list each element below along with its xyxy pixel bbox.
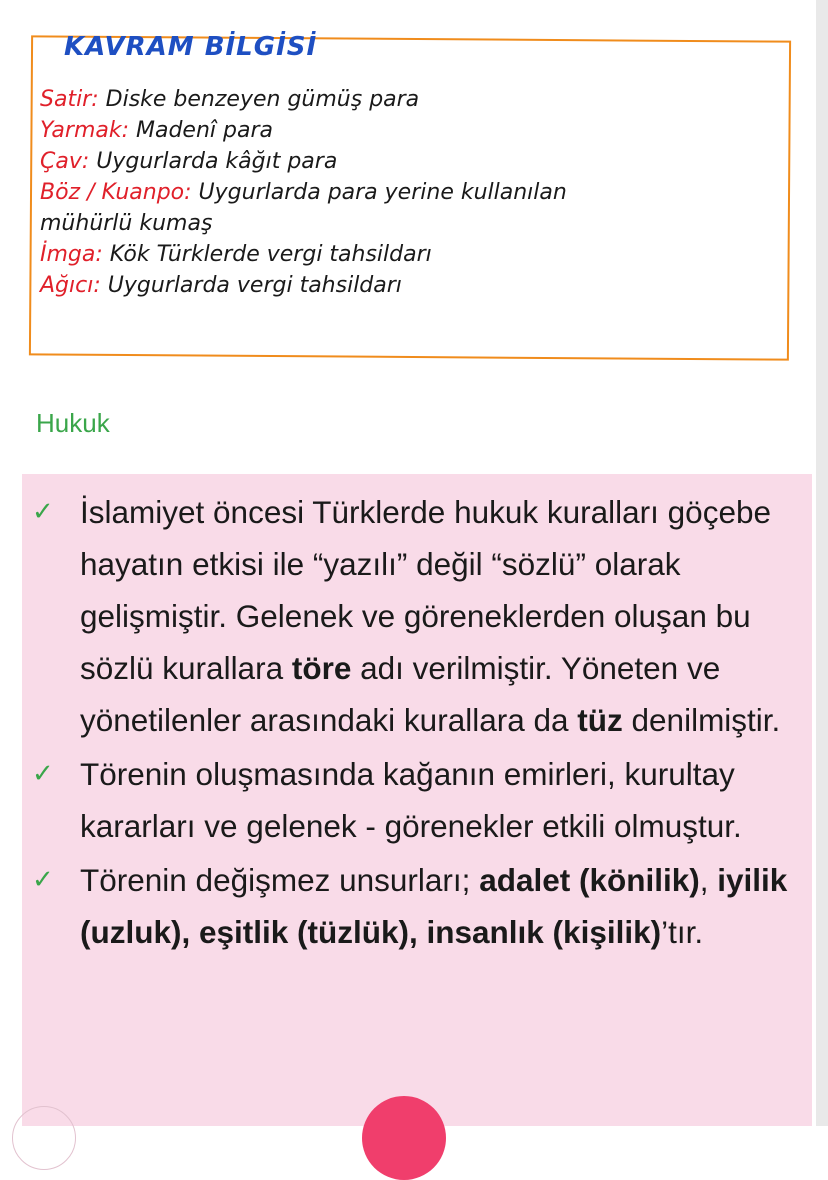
- definition-item: [40, 177, 770, 208]
- bullet-text: Törenin oluşmasında kağanın emirleri, kurultay kararları ve gelenek - görenekler etkili olmuştur.: [80, 756, 742, 844]
- definition-text: Madenî para: [129, 118, 273, 143]
- definition-term: Yarmak:: [40, 118, 130, 143]
- definition-item: [40, 270, 770, 301]
- bullet-text: Törenin değişmez unsurları;: [80, 862, 480, 898]
- bold-term: iyilik (uzluk), eşitlik (tüzlük), insanlık (kişilik): [80, 862, 788, 950]
- back-button[interactable]: [12, 1106, 76, 1170]
- bullet-item: [22, 748, 812, 852]
- bullet-item: [22, 854, 812, 958]
- definition-term: Satir:: [40, 87, 99, 112]
- definition-item: [40, 115, 770, 146]
- bullet-text: İslamiyet öncesi Türklerde hukuk kuralları göçebe hayatın etkisi ile “yazılı” değil “sözlü” olarak gelişmiştir. Gelenek ve göreneklerden oluşan bu sözlü kurallara: [80, 494, 772, 686]
- definition-text: mühürlü kumaş: [40, 211, 213, 236]
- bold-term: tüz: [577, 702, 623, 738]
- definition-term: Böz / Kuanpo:: [40, 180, 192, 205]
- bullet-text: ’tır.: [661, 914, 704, 950]
- bullet-list: [22, 486, 812, 960]
- definition-text: Kök Türklerde vergi tahsildarı: [102, 242, 432, 267]
- definition-term: İmga:: [40, 242, 103, 267]
- definition-item: [40, 146, 770, 177]
- bold-term: töre: [291, 650, 352, 686]
- bullet-text: ,: [699, 862, 718, 898]
- bullet-text: denilmiştir.: [622, 702, 781, 738]
- concept-definition-list: [40, 84, 770, 301]
- definition-term: Ağıcı:: [40, 273, 101, 298]
- check-icon: ✓: [32, 759, 54, 789]
- definition-item: [40, 239, 770, 270]
- definition-term: Çav:: [40, 149, 90, 174]
- floating-action-button[interactable]: [362, 1096, 446, 1180]
- check-icon: ✓: [32, 865, 54, 895]
- bullet-text: adı verilmiştir. Yöneten ve yönetilenler arasındaki kurallara da: [80, 650, 721, 738]
- section-heading: Hukuk: [36, 408, 110, 438]
- concept-box-title: KAVRAM BİLGİSİ: [64, 32, 318, 62]
- bullet-item: [22, 486, 812, 746]
- check-icon: ✓: [32, 497, 54, 527]
- definition-item: [40, 84, 770, 115]
- scrollbar-track[interactable]: [816, 0, 828, 1126]
- definition-text: Uygurlarda vergi tahsildarı: [100, 273, 402, 298]
- bold-term: adalet (könilik): [479, 862, 700, 898]
- definition-item: [40, 208, 770, 239]
- definition-text: Uygurlarda para yerine kullanılan: [191, 180, 567, 205]
- definition-text: Diske benzeyen gümüş para: [98, 87, 420, 112]
- definition-text: Uygurlarda kâğıt para: [89, 149, 338, 174]
